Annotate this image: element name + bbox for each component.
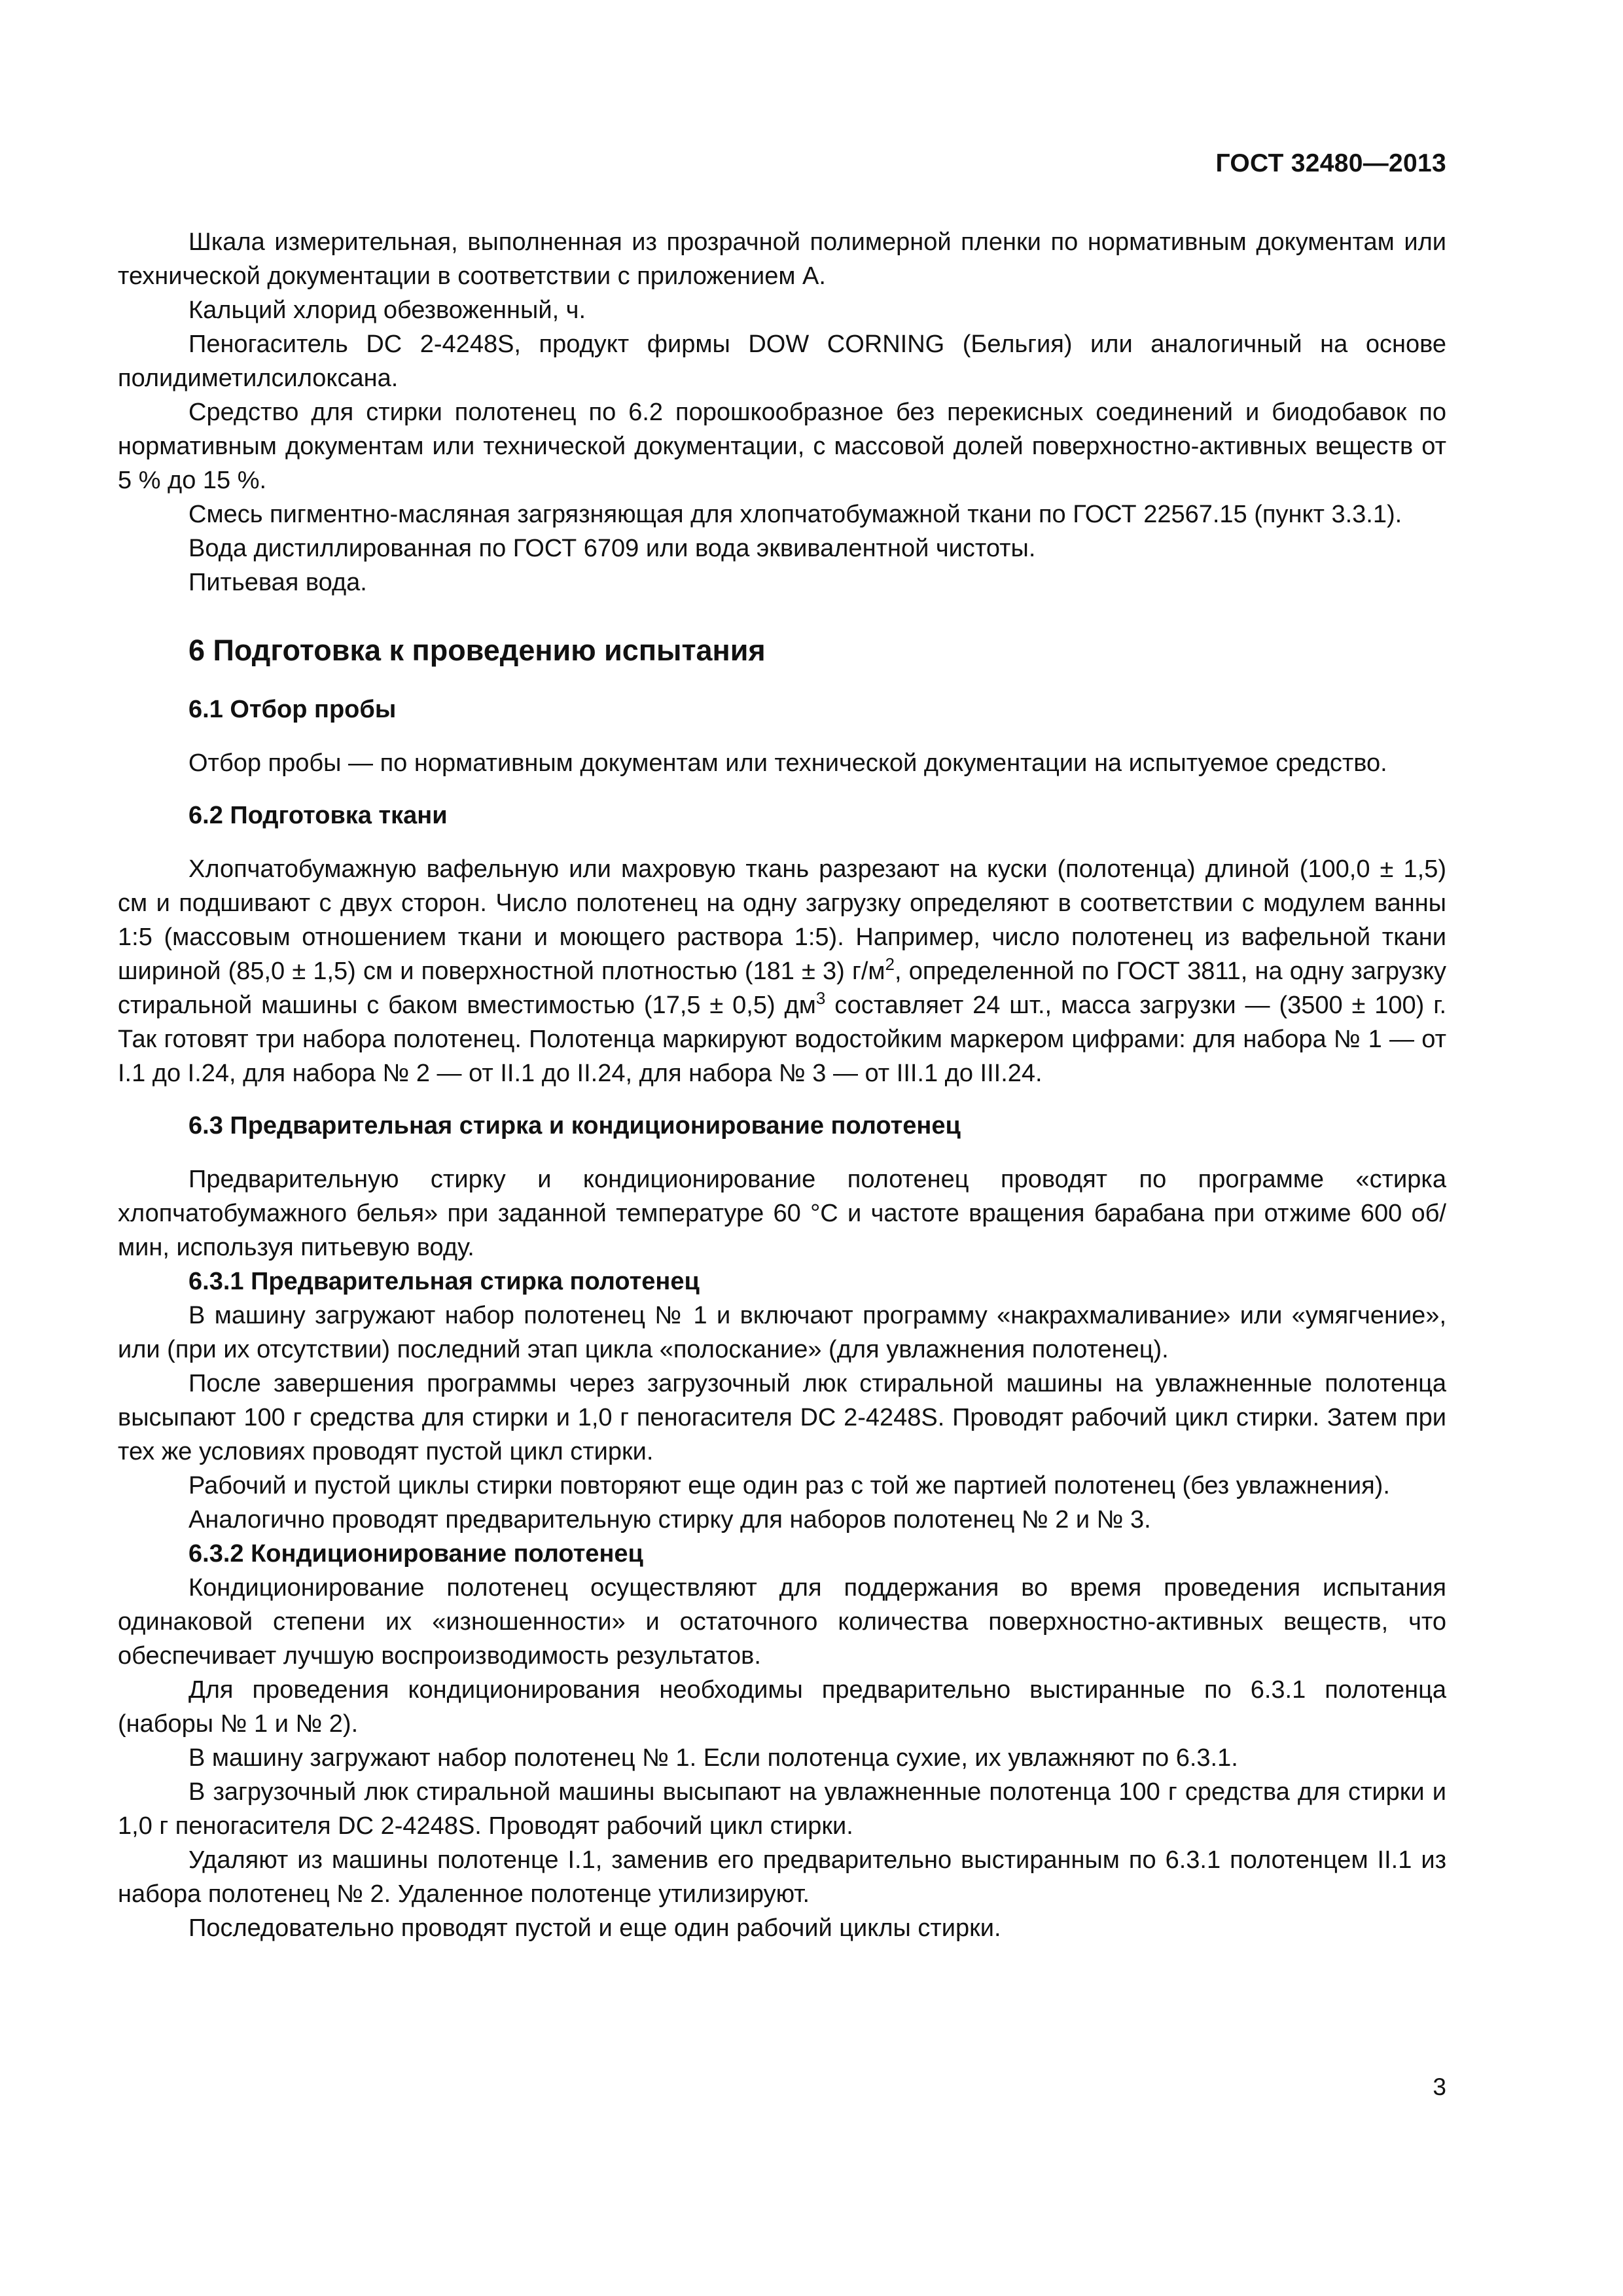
paragraph: Питьевая вода.: [188, 569, 367, 596]
section-6-1-heading: 6.1 Отбор пробы: [188, 696, 397, 723]
paragraph-fabric-preparation: [118, 852, 1446, 1090]
section-6-3-2-heading: 6.3.2 Кондиционирование полотенец: [188, 1540, 643, 1568]
page-content: [118, 225, 1446, 1945]
paragraph: В машину загружают набор полотенец № 1 и включают программу «накрахмаливание» или «умягчение», или (при их отсутствии) последний этап цикла «полоскание» (для увлажнения полотенец).: [118, 1302, 1446, 1363]
paragraph: Для проведения кондиционирования необходимы предварительно выстиранные по 6.3.1 полотенца (наборы № 1 и № 2).: [118, 1676, 1446, 1738]
page-number: 3: [1433, 2073, 1446, 2100]
paragraph: Пеногаситель DC 2-4248S, продукт фирмы DOW CORNING (Бельгия) или аналогичный на основе полидиметилсилоксана.: [118, 331, 1446, 392]
section-6-heading: 6 Подготовка к проведению испытания: [188, 634, 766, 667]
paragraph: Кальций хлорид обезвоженный, ч.: [188, 296, 586, 324]
section-6-2-heading: 6.2 Подготовка ткани: [188, 802, 448, 829]
section-6-3-heading: 6.3 Предварительная стирка и кондиционирование полотенец: [188, 1112, 961, 1139]
superscript: 2: [885, 954, 895, 974]
text-run: , определенной по ГОСТ 3811, на одну загрузку стиральной машины с баком вместимостью (17,5 ± 0,5) дм: [118, 958, 1447, 1019]
document-code: ГОСТ 32480—2013: [1215, 149, 1446, 177]
paragraph: После завершения программы через загрузочный люк стиральной машины на увлажненные полотенца высыпают 100 г средства для стирки и 1,0 г пеногасителя DC 2-4248S. Проводят рабочий цикл стирки. Затем при тех же условиях проводят пустой цикл стирки.: [118, 1370, 1446, 1465]
paragraph: В загрузочный люк стиральной машины высыпают на увлажненные полотенца 100 г средства для стирки и 1,0 г пеногасителя DC 2-4248S. Проводят рабочий цикл стирки.: [118, 1778, 1446, 1840]
paragraph: Шкала измерительная, выполненная из прозрачной полимерной пленки по нормативным документам или технической документации в соответствии с приложением А.: [118, 228, 1446, 290]
section-6-3-1-heading: 6.3.1 Предварительная стирка полотенец: [188, 1268, 700, 1295]
paragraph: Вода дистиллированная по ГОСТ 6709 или вода эквивалентной чистоты.: [188, 535, 1036, 562]
text-run: Хлопчатобумажную вафельную или махровую ткань разрезают на куски (полотенца) длиной (100,0 ± 1,5) см и подшивают с двух сторон. Число полотенец на одну загрузку определяют в соответствии с модулем ванны 1:5 (массовым отношением ткани и моющего раствора 1:5). Например, число полотенец из вафельной ткани шириной (85,0 ± 1,5) см и поверхностной плотностью (181 ± 3) г/м: [118, 855, 1446, 985]
paragraph: Удаляют из машины полотенце I.1, заменив его предварительно выстиранным по 6.3.1 полотенцем II.1 из набора полотенец № 2. Удаленное полотенце утилизируют.: [118, 1846, 1446, 1908]
text-run: составляет 24 шт., масса загрузки — (3500 ± 100) г. Так готовят три набора полотенец. Полотенца маркируют водостойким маркером цифрами: для набора № 1 — от I.1 до I.24, для набора № 2 — от II.1 до II.24, для набора № 3 — от III.1 до III.24.: [118, 992, 1447, 1087]
superscript: 3: [815, 988, 826, 1008]
paragraph: Смесь пигментно-масляная загрязняющая для хлопчатобумажной ткани по ГОСТ 22567.15 (пункт 3.3.1).: [188, 501, 1402, 528]
paragraph: Средство для стирки полотенец по 6.2 порошкообразное без перекисных соединений и биодобавок по нормативным документам или технической документации, с массовой долей поверхностно-активных веществ от 5 % до 15 %.: [118, 399, 1446, 494]
paragraph: Рабочий и пустой циклы стирки повторяют еще один раз с той же партией полотенец (без увлажнения).: [188, 1472, 1390, 1499]
paragraph: В машину загружают набор полотенец № 1. Если полотенца сухие, их увлажняют по 6.3.1.: [188, 1744, 1238, 1772]
paragraph: Предварительную стирку и кондиционирование полотенец проводят по программе «стирка хлопчатобумажного белья» при заданной температуре 60 °С и частоте вращения барабана при отжиме 600 об/мин, используя питьевую воду.: [118, 1166, 1446, 1261]
paragraph: Кондиционирование полотенец осуществляют для поддержания во время проведения испытания одинаковой степени их «изношенности» и остаточного количества поверхностно-активных веществ, что обеспечивает лучшую воспроизводимость результатов.: [118, 1574, 1446, 1670]
paragraph: Отбор пробы — по нормативным документам или технической документации на испытуемое средство.: [188, 749, 1387, 777]
paragraph: Аналогично проводят предварительную стирку для наборов полотенец № 2 и № 3.: [188, 1506, 1151, 1534]
paragraph: Последовательно проводят пустой и еще один рабочий циклы стирки.: [188, 1914, 1001, 1942]
